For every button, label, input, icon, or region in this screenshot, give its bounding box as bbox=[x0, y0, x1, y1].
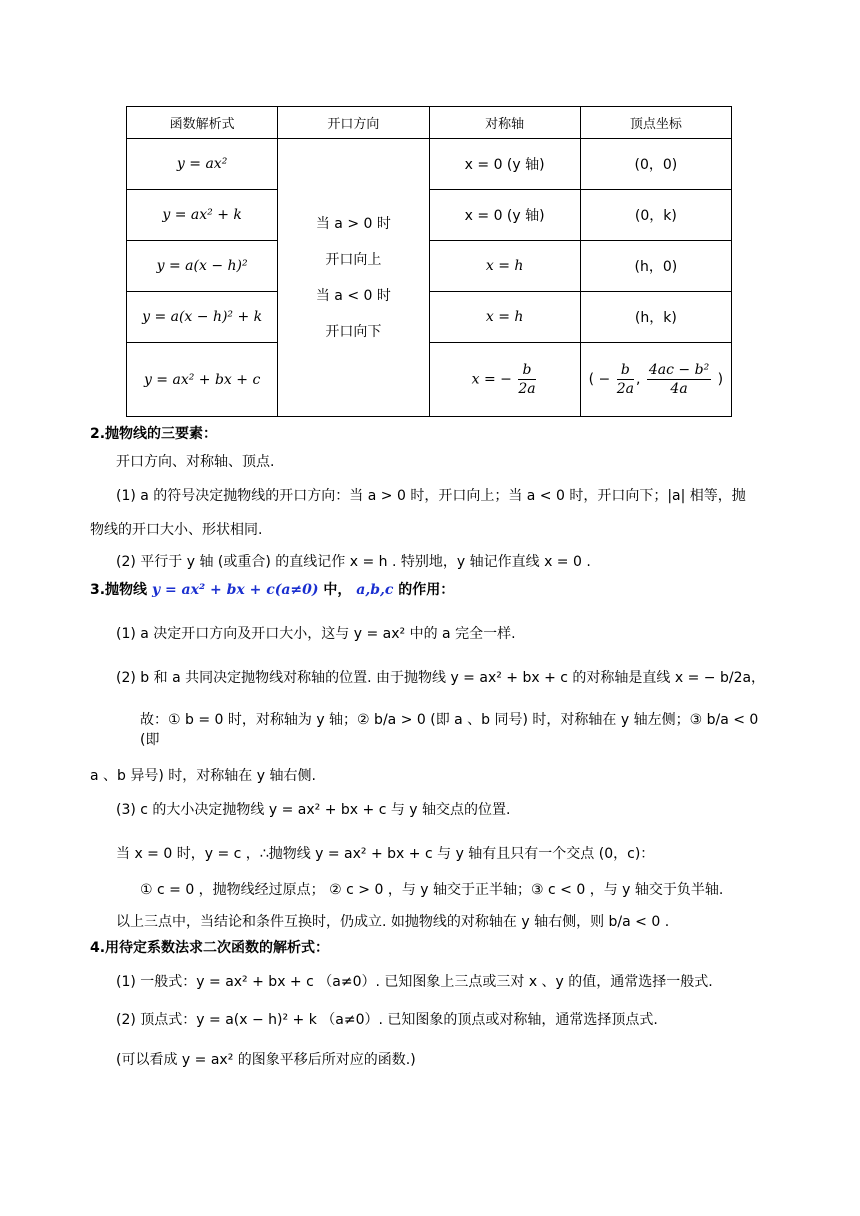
fraction-denominator: 2a bbox=[616, 381, 634, 398]
table-header-row bbox=[127, 107, 732, 139]
paragraph: (2) b 和 a 共同决定抛物线对称轴的位置. 由于抛物线 y = ax² + bx + c 的对称轴是直线 x = − b/2a， bbox=[116, 670, 766, 686]
header-direction: 开口方向 bbox=[278, 107, 429, 139]
paragraph: (2) 平行于 y 轴 (或重合) 的直线记作 x = h . 特别地，y 轴记作直线 x = 0 . bbox=[116, 554, 591, 570]
paragraph: (2) 顶点式：y = a(x − h)² + k （a≠0）. 已知图象的顶点或对称轴，通常选择顶点式. bbox=[116, 1012, 658, 1028]
formula-cell: y = ax² + bx + c bbox=[127, 343, 278, 417]
vertex-open-paren: ( bbox=[588, 371, 595, 388]
section-title: 4.用待定系数法求二次函数的解析式： bbox=[90, 940, 330, 956]
title-formula: y = ax² + bx + c(a≠0) bbox=[151, 582, 319, 598]
paragraph: (3) c 的大小决定抛物线 y = ax² + bx + c 与 y 轴交点的位置. bbox=[116, 802, 511, 818]
title-vars: a,b,c bbox=[356, 582, 394, 598]
paragraph: (1) 一般式：y = ax² + bx + c （a≠0）. 已知图象上三点或三对 x 、y 的值，通常选择一般式. bbox=[116, 974, 713, 990]
table-row bbox=[127, 292, 732, 343]
parabola-properties-table bbox=[126, 106, 732, 417]
header-formula: 函数解析式 bbox=[127, 107, 278, 139]
paragraph: ① c = 0 ，抛物线经过原点； ② c > 0 ，与 y 轴交于正半轴；③ c < 0 ，与 y 轴交于负半轴. bbox=[140, 882, 724, 898]
vertex-cell: (0，0) bbox=[580, 139, 731, 190]
vertex-close-paren: ) bbox=[717, 371, 724, 388]
paragraph: 物线的开口大小、形状相同. bbox=[90, 522, 263, 538]
title-mid: 中， bbox=[323, 582, 352, 598]
table-row bbox=[127, 190, 732, 241]
axis-cell: x = h bbox=[429, 292, 580, 343]
paragraph: 当 x = 0 时，y = c ，∴抛物线 y = ax² + bx + c 与 y 轴有且只有一个交点 (0，c)： bbox=[116, 846, 655, 862]
section-title: 2.抛物线的三要素： bbox=[90, 426, 218, 442]
paragraph: 故：① b = 0 时，对称轴为 y 轴；② b/a > 0 (即 a 、b 同号) 时，对称轴在 y 轴左侧；③ b/a < 0 (即 bbox=[140, 712, 759, 748]
table-row bbox=[127, 139, 732, 190]
direction-line: 开口向下 bbox=[325, 323, 382, 340]
formula-cell: y = a(x − h)² bbox=[127, 241, 278, 292]
title-suffix: 的作用： bbox=[398, 582, 455, 598]
header-vertex: 顶点坐标 bbox=[580, 107, 731, 139]
paragraph: a 、b 异号) 时，对称轴在 y 轴右侧. bbox=[90, 768, 316, 784]
table-row bbox=[127, 241, 732, 292]
vertex-x-fraction bbox=[617, 361, 634, 398]
axis-fraction bbox=[518, 361, 535, 398]
formula-cell: y = ax² bbox=[127, 139, 278, 190]
fraction-numerator: b bbox=[518, 361, 535, 380]
paragraph: 以上三点中，当结论和条件互换时，仍成立. 如抛物线的对称轴在 y 轴右侧，则 b/a < 0 . bbox=[116, 914, 670, 930]
vertex-cell: (0，k) bbox=[580, 190, 731, 241]
direction-line: 开口向上 bbox=[325, 251, 382, 268]
fraction-numerator: b bbox=[617, 361, 634, 380]
fraction-numerator: 4ac − b² bbox=[648, 362, 710, 379]
paragraph: (1) a 的符号决定抛物线的开口方向：当 a > 0 时，开口向上；当 a < 0 时，开口向下；|a| 相等，抛 bbox=[116, 488, 746, 504]
table-row bbox=[127, 343, 732, 417]
vertex-cell: (h，0) bbox=[580, 241, 731, 292]
section-2 bbox=[90, 424, 776, 572]
paragraph: (可以看成 y = ax² 的图象平移后所对应的函数.) bbox=[116, 1052, 416, 1068]
section-4 bbox=[90, 938, 776, 1070]
fraction-denominator: 4a bbox=[670, 381, 688, 398]
formula-cell: y = a(x − h)² + k bbox=[127, 292, 278, 343]
axis-cell bbox=[429, 343, 580, 417]
fraction-denominator: 2a bbox=[518, 381, 536, 398]
axis-cell: x = h bbox=[429, 241, 580, 292]
axis-cell: x = 0 (y 轴) bbox=[429, 190, 580, 241]
direction-line: 当 a < 0 时 bbox=[315, 287, 391, 304]
paragraph: 开口方向、对称轴、顶点. bbox=[116, 454, 275, 470]
title-prefix: 3.抛物线 bbox=[90, 582, 148, 598]
direction-cell bbox=[278, 139, 429, 417]
section-3 bbox=[90, 580, 776, 932]
paragraph: (1) a 决定开口方向及开口大小，这与 y = ax² 中的 a 完全一样. bbox=[116, 626, 516, 642]
axis-prefix: x = − bbox=[471, 371, 512, 388]
vertex-cell: (h，k) bbox=[580, 292, 731, 343]
vertex-cell: ( − $\frac{b}{2a}$ , $\frac{\text{4ac − b²}}{4a}$ ) bbox=[580, 343, 731, 417]
formula-cell: y = ax² + k bbox=[127, 190, 278, 241]
vertex-y-fraction bbox=[647, 361, 711, 398]
axis-cell: x = 0 (y 轴) bbox=[429, 139, 580, 190]
direction-line: 当 a > 0 时 bbox=[315, 215, 391, 232]
section-title bbox=[90, 580, 776, 600]
header-axis: 对称轴 bbox=[429, 107, 580, 139]
